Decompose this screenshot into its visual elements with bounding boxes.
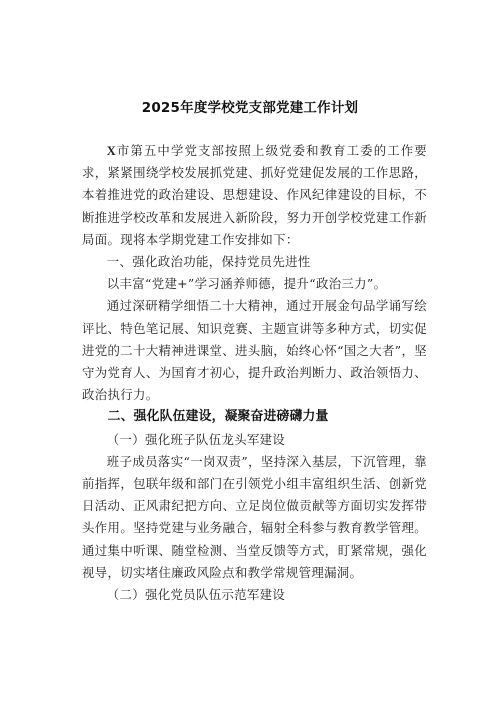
intro-paragraph <box>82 140 427 251</box>
section2-body-1: 班子成员落实“一岗双责”，坚持深入基层，下沉管理，靠前指挥，包联年级和部门在引领党小组丰富组织生活、创新党日活动、正风肃纪把方向、立足岗位做贡献等方面切实发挥带头作用。坚持党建与业务融合，辐射全科参与教育教学管理。通过集中听课、随堂检测、当堂反馈等方式，盯紧常规，强化视导，切实堵住廉政风险点和教学常规管理漏洞。 <box>82 453 427 580</box>
section2-subheading-1: （一）强化班子队伍龙头军建设 <box>106 431 286 447</box>
intro-lead-letter: X <box>106 144 117 158</box>
section1-heading: 一、强化政治功能，保持党员先进性 <box>106 254 311 270</box>
section1-body: 通过深研精学细悟二十大精神，通过开展金句品学诵写绘评比、特色笔记展、知识竞赛、主题宣讲等多种方式，切实促进党的二十大精神进课堂、进头脑，始终心怀“国之大者”，坚守为党育人、为国育才初心，提升政治判断力、政治领悟力、政治执行力。 <box>82 298 427 403</box>
section2-subheading-2: （二）强化党员队伍示范军建设 <box>106 587 286 603</box>
section1-subheading: 以丰富“党建+”学习涵养师德，提升“政治三力”。 <box>106 276 387 292</box>
document-title: 2025年度学校党支部党建工作计划 <box>141 100 359 116</box>
section2-heading: 二、强化队伍建设，凝聚奋进磅礴力量 <box>107 409 329 425</box>
document-body <box>82 140 427 606</box>
intro-text: 市第五中学党支部按照上级党委和教育工委的工作要求，紧紧围绕学校发展抓党建、抓好党建促发展的工作思路，本着推进党的政治建设、思想建设、作风纪律建设的目标，不断推进学校改革和发展进入新阶段，努力开创学校党建工作新局面。现将本学期党建工作安排如下： <box>82 143 427 247</box>
